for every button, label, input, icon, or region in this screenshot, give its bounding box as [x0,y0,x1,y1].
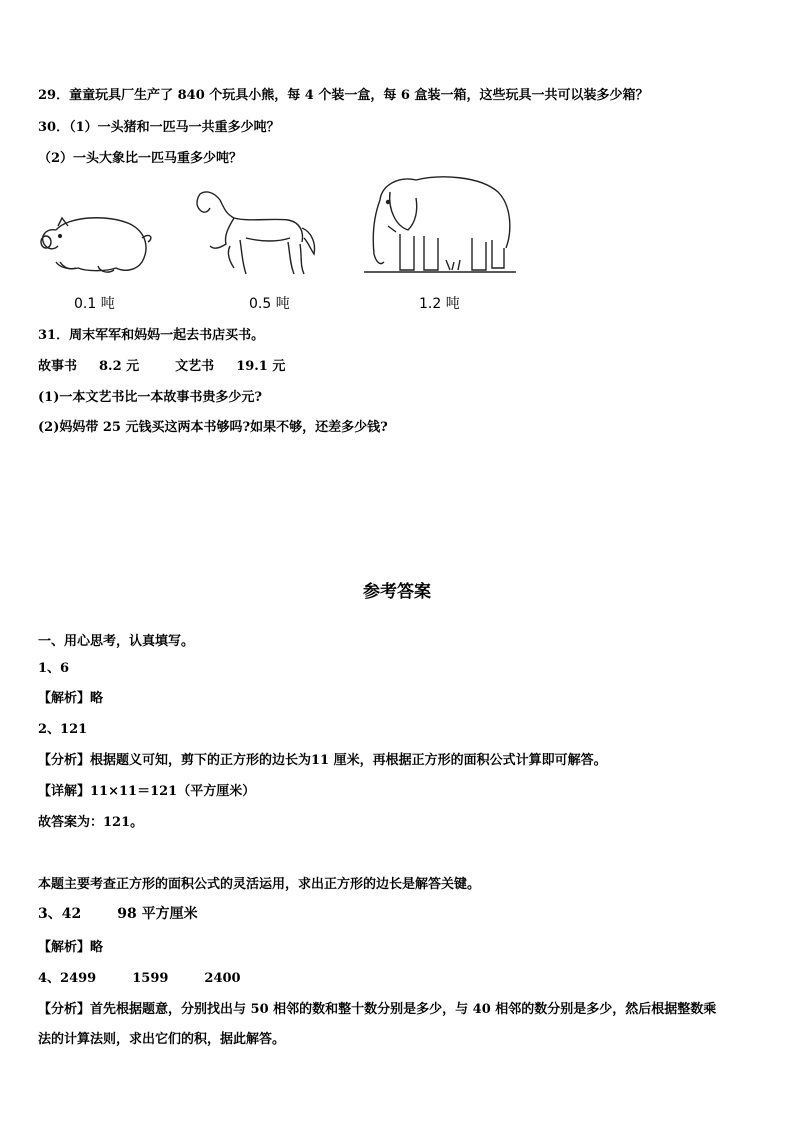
answer-4-analysis-line2: 法的计算法则，求出它们的积，据此解答。 [38,1032,286,1047]
answer-title: 参考答案 [363,582,431,602]
answer-3 [38,903,198,923]
answer-4-number: 4、2499 [38,971,97,986]
horse-weight: 0.5 吨 [249,296,290,312]
answer-2-summary: 本题主要考查正方形的面积公式的灵活运用，求出正方形的边长是解答关键。 [38,877,481,892]
answer-2-final: 故答案为：121。 [38,815,144,830]
answer-4-value-b: 1599 [132,971,169,986]
answer-2: 2、121 [38,722,88,737]
answer-4 [38,967,241,986]
pig-weight: 0.1 吨 [74,296,115,312]
story-book-price: 8.2 元 [99,359,140,374]
answer-4-value-c: 2400 [204,971,241,986]
horse-image [190,188,320,280]
answer-1-note: 【解析】略 [38,691,104,706]
answer-2-analysis: 【分析】根据题义可知，剪下的正方形的边长为11 厘米，再根据正方形的面积公式计算即可解答。 [38,753,607,768]
pig-image [38,208,158,278]
question-30-part1: 30．（1）一头猪和一匹马一共重多少吨？ [38,120,280,135]
question-29: 29．童童玩具厂生产了 840 个玩具小熊，每 4 个装一盒，每 6 盒装一箱，这些玩具一共可以装多少箱？ [38,88,649,103]
answer-1: 1、6 [38,661,70,676]
answer-4-analysis-line1: 【分析】首先根据题意，分别找出与 50 相邻的数和整十数分别是多少，与 40 相邻的数分别是多少，然后根据整数乘 [38,1002,717,1017]
answer-2-detail: 【详解】11×11＝121（平方厘米） [38,784,256,799]
answer-3-note: 【解析】略 [38,940,104,955]
story-book-label: 故事书 [38,359,78,374]
elephant-weight: 1.2 吨 [419,296,460,312]
answer-3-number: 3、42 [38,906,82,922]
literature-book-price: 19.1 元 [236,359,286,374]
elephant-image [360,170,520,285]
literature-book-label: 文艺书 [175,359,215,374]
question-31: 31．周末军军和妈妈一起去书店买书。 [38,328,265,343]
animal-figure [30,170,530,320]
question-31-prices [38,355,285,374]
question-31-part1: (1)一本文艺书比一本故事书贵多少元? [38,390,262,405]
answer-section-heading: 一、用心思考，认真填写。 [38,634,195,649]
question-31-part2: (2)妈妈带 25 元钱买这两本书够吗?如果不够，还差多少钱? [38,420,388,435]
question-30-part2: （2）一头大象比一匹马重多少吨？ [38,151,243,166]
answer-3-value: 98 平方厘米 [117,906,198,922]
